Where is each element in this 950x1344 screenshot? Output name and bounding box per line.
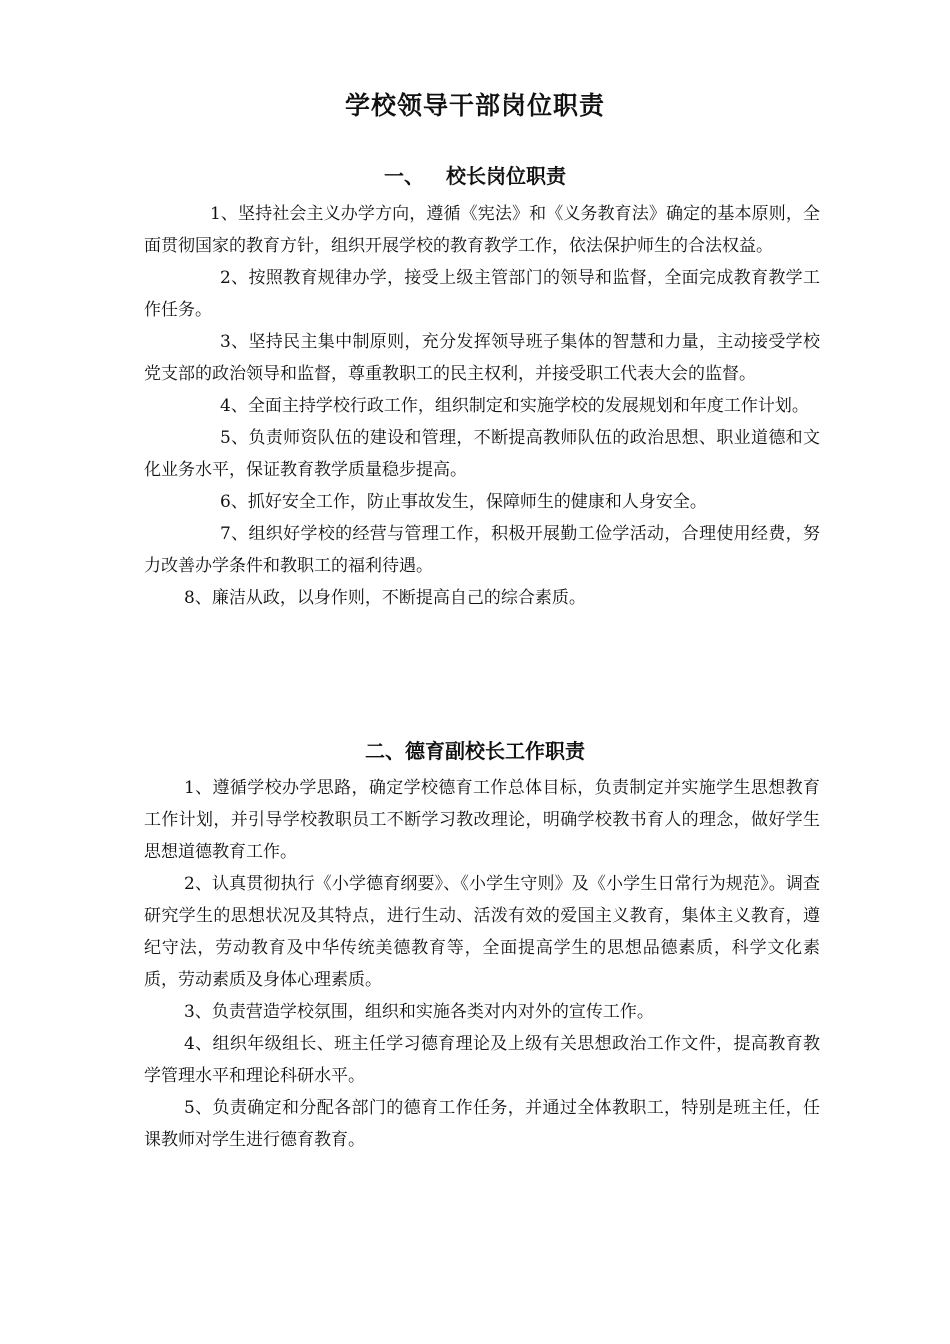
section-heading-vice-principal	[0, 735, 950, 767]
vice-principal-duties	[144, 772, 820, 1156]
duty-paragraph: 2、认真贯彻执行《小学德育纲要》、《小学生守则》及《小学生日常行为规范》。调查研究学生的思想状况及其特点，进行生动、活泼有效的爱国主义教育，集体主义教育，遵纪守法，劳动教育及中华传统美德教育等，全面提高学生的思想品德素质，科学文化素质，劳动素质及身体心理素质。	[144, 874, 820, 990]
duty-paragraph: 5、负责师资队伍的建设和管理，不断提高教师队伍的政治思想、职业道德和文化业务水平，保证教育教学质量稳步提高。	[144, 428, 820, 480]
duty-paragraph: 6、抓好安全工作，防止事故发生，保障师生的健康和人身安全。	[220, 492, 707, 512]
section-title: 二、德育副校长工作职责	[365, 739, 585, 763]
duty-paragraph: 1、遵循学校办学思路，确定学校德育工作总体目标，负责制定并实施学生思想教育工作计划，并引导学校教职员工不断学习教改理论，明确学校教书育人的理念，做好学生思想道德教育工作。	[144, 778, 820, 862]
duty-paragraph: 5、负责确定和分配各部门的德育工作任务，并通过全体教职工，特别是班主任，任课教师对学生进行德育教育。	[144, 1098, 820, 1150]
duty-paragraph: 2、按照教育规律办学，接受上级主管部门的领导和监督，全面完成教育教学工作任务。	[144, 268, 820, 320]
duty-paragraph: 4、组织年级组长、班主任学习德育理论及上级有关思想政治工作文件，提高教育教学管理水平和理论科研水平。	[144, 1034, 820, 1086]
section-number: 一、	[384, 164, 424, 188]
duty-paragraph: 7、组织好学校的经营与管理工作，积极开展勤工俭学活动，合理使用经费，努力改善办学条件和教职工的福利待遇。	[144, 524, 820, 576]
section-heading-principal	[0, 160, 950, 192]
duty-paragraph: 8、廉洁从政，以身作则，不断提高自己的综合素质。	[184, 588, 586, 608]
document-title: 学校领导干部岗位职责	[344, 91, 605, 120]
section-title: 校长岗位职责	[446, 164, 566, 188]
duty-paragraph: 4、全面主持学校行政工作，组织制定和实施学校的发展规划和年度工作计划。	[220, 396, 809, 416]
duty-paragraph: 3、负责营造学校氛围，组织和实施各类对内对外的宣传工作。	[184, 1002, 654, 1022]
duty-paragraph: 1、坚持社会主义办学方向，遵循《宪法》和《义务教育法》确定的基本原则，全面贯彻国家的教育方针，组织开展学校的教育教学工作，依法保护师生的合法权益。	[144, 204, 820, 256]
duty-paragraph: 3、坚持民主集中制原则，充分发挥领导班子集体的智慧和力量，主动接受学校党支部的政治领导和监督，尊重教职工的民主权利，并接受职工代表大会的监督。	[144, 332, 820, 384]
principal-duties	[144, 198, 820, 614]
